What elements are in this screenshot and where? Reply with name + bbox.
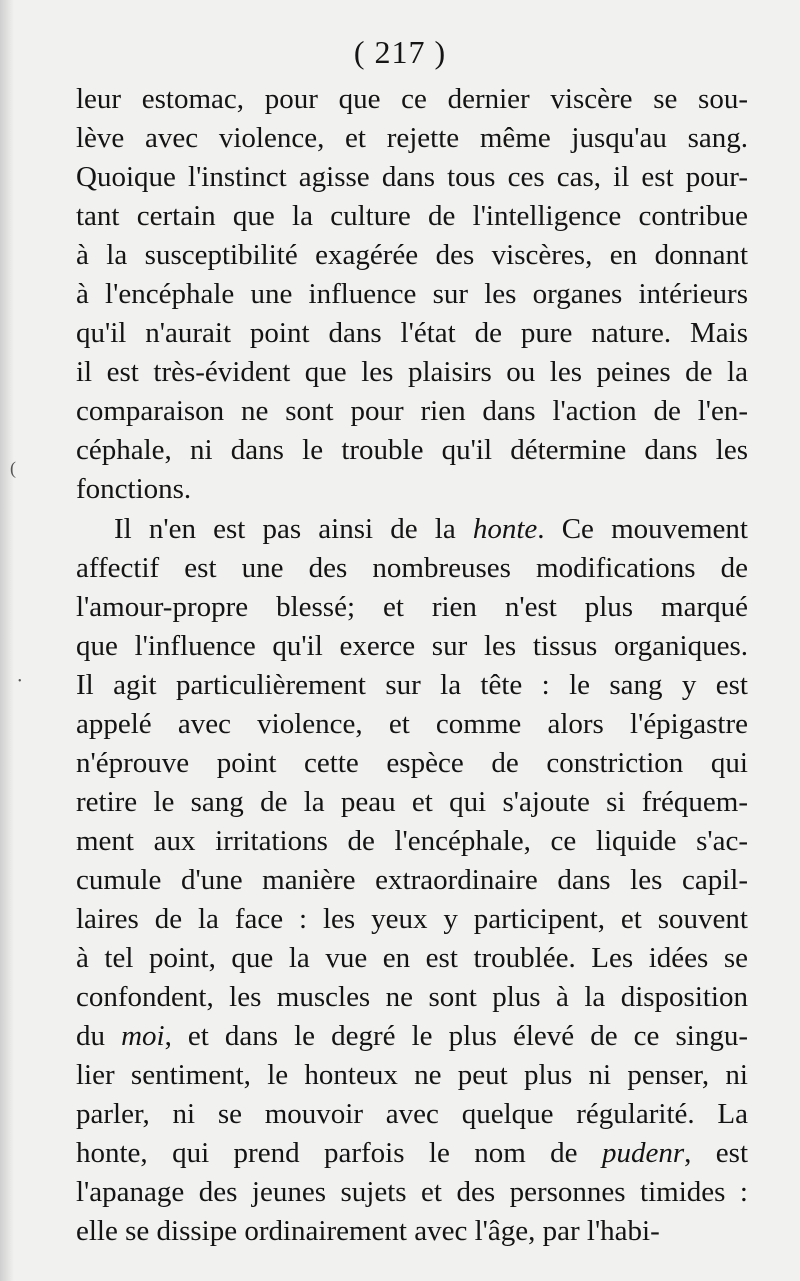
text-run: n'éprouve point cette espèce de constriction qui (76, 746, 748, 779)
text-line (76, 1173, 748, 1212)
italic-term: moi (121, 1020, 165, 1053)
text-run: retire le sang de la peau et qui s'ajoute si fréquem- (76, 785, 748, 818)
text-run: . Ce mouvement (537, 512, 748, 545)
text-line (76, 1212, 748, 1251)
text-line (76, 275, 748, 314)
text-run: appelé avec violence, et comme alors l'épigastre (76, 707, 748, 740)
text-line (76, 510, 748, 549)
text-run: il est très-évident que les plaisirs ou les peines de la (76, 356, 748, 389)
text-line (76, 158, 748, 197)
text-line (76, 1056, 748, 1095)
page-number: ( 217 ) (353, 34, 447, 70)
text-line (76, 783, 748, 822)
text-line (76, 197, 748, 236)
text-run: fonctions. (76, 473, 192, 506)
text-run: cumule d'une manière extraordinaire dans les capil- (76, 863, 748, 896)
text-run: , est (684, 1137, 749, 1170)
text-line (76, 1095, 748, 1134)
text-run: parler, ni se mouvoir avec quelque régularité. La (76, 1098, 748, 1131)
text-line (76, 470, 748, 509)
text-run: Quoique l'instinct agisse dans tous ces cas, il est pour- (76, 161, 748, 194)
text-line (76, 627, 748, 666)
text-run: l'amour-propre blessé; et rien n'est plus marqué (76, 590, 748, 623)
text-line (76, 1134, 748, 1173)
text-run: qu'il n'aurait point dans l'état de pure nature. Mais (76, 317, 748, 350)
text-line (76, 705, 748, 744)
text-line (76, 822, 748, 861)
text-run: que l'influence qu'il exerce sur les tissus organiques. (76, 629, 748, 662)
margin-mark: ( (10, 458, 16, 478)
text-line (76, 900, 748, 939)
body-text (76, 80, 748, 1251)
text-run: laires de la face : les yeux y participent, et souvent (76, 902, 748, 935)
text-line (76, 666, 748, 705)
text-run: comparaison ne sont pour rien dans l'action de l'en- (76, 395, 748, 428)
text-run: tant certain que la culture de l'intelligence contribue (76, 200, 748, 233)
text-line (76, 392, 748, 431)
text-run: à la susceptibilité exagérée des viscères, en donnant (76, 239, 748, 272)
text-line (76, 588, 748, 627)
text-line (76, 236, 748, 275)
text-line (76, 80, 748, 119)
text-run: Il agit particulièrement sur la tête : le sang y est (76, 668, 748, 701)
text-run: du (76, 1020, 122, 1053)
text-run: ment aux irritations de l'encéphale, ce liquide s'ac- (76, 824, 748, 857)
text-run: confondent, les muscles ne sont plus à la disposition (76, 981, 748, 1014)
text-line (76, 431, 748, 470)
text-line (76, 549, 748, 588)
italic-term: pudenr (601, 1137, 685, 1170)
text-line (76, 861, 748, 900)
page-edge-shadow (0, 0, 14, 1281)
text-run: lier sentiment, le honteux ne peut plus ni penser, ni (76, 1059, 748, 1092)
text-run: Il n'en est pas ainsi de la (114, 512, 473, 545)
text-run: , et dans le degré le plus élevé de ce singu- (164, 1020, 748, 1053)
text-run: affectif est une des nombreuses modifications de (76, 551, 748, 584)
text-run: leur estomac, pour que ce dernier viscère se sou- (76, 83, 748, 115)
text-run: l'apanage des jeunes sujets et des personnes timides : (76, 1176, 748, 1209)
text-line (76, 314, 748, 353)
text-line (76, 978, 748, 1017)
text-run: à tel point, que la vue en est troublée. Les idées se (76, 942, 748, 975)
text-line (76, 119, 748, 158)
text-run: céphale, ni dans le trouble qu'il détermine dans les (76, 434, 748, 467)
margin-mark: • (18, 676, 22, 687)
italic-term: honte (472, 512, 538, 545)
text-line (76, 744, 748, 783)
text-line (76, 1017, 748, 1056)
text-line (76, 939, 748, 978)
text-run: honte, qui prend parfois le nom de (76, 1137, 602, 1170)
text-run: lève avec violence, et rejette même jusqu'au sang. (76, 122, 748, 155)
text-run: elle se dissipe ordinairement avec l'âge, par l'habi- (76, 1215, 660, 1248)
text-run: à l'encéphale une influence sur les organes intérieurs (76, 278, 748, 311)
text-line (76, 353, 748, 392)
